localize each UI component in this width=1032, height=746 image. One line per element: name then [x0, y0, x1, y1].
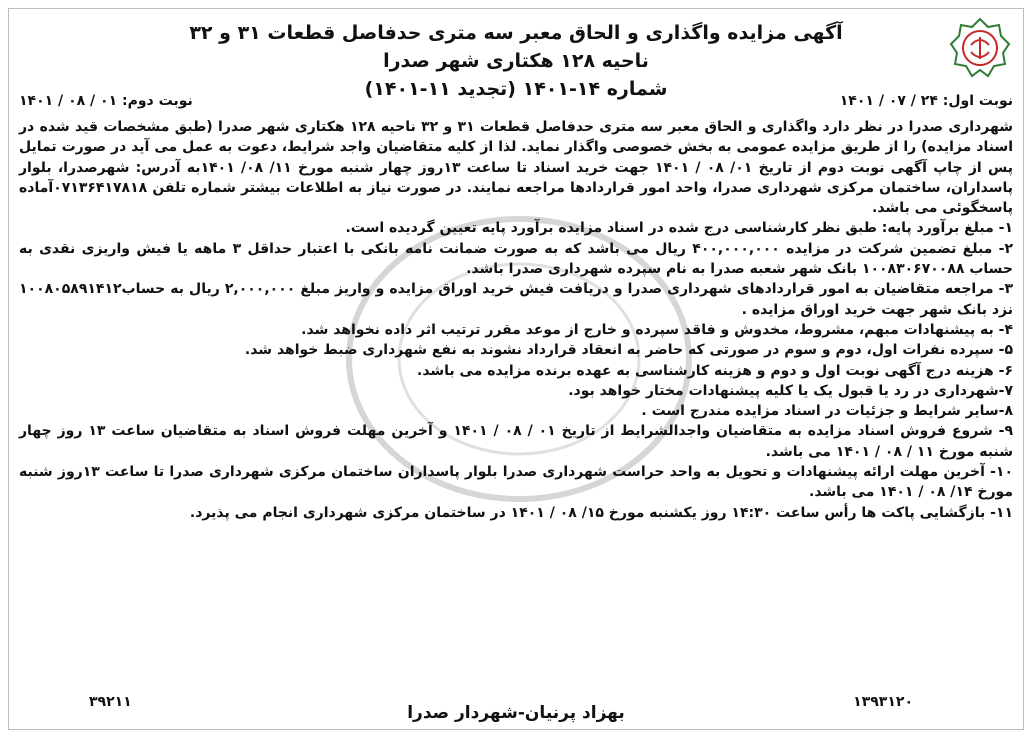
- title-line-2: شماره ۱۴-۱۴۰۱ (تجدید ۱۱-۱۴۰۱): [364, 78, 668, 100]
- list-item: ۴- به پیشنهادات مبهم، مشروط، مخدوش و فاقد سپرده و خارج از موعد مقرر ترتیب اثر داده نخواهد شد.: [301, 321, 1013, 338]
- signature: بهزاد پرنیان-شهردار صدرا: [407, 703, 625, 723]
- list-item: ۸-سایر شرایط و جزئیات در اسناد مزایده مندرج است .: [641, 403, 1013, 420]
- auction-notice: [8, 8, 1024, 730]
- intro-paragraph: شهرداری صدرا در نظر دارد واگذاری و الحاق معبر سه متری حدفاصل قطعات ۳۱ و ۳۲ ناحیه ۱۲۸ هکتاری شهر صدرا (طبق مشخصات قید شده در اسناد مزایده) را از طریق مزایده عمومی به بخش خصوصی واگذار نماید. لذا از کلیه متقاضیان واجد شرایط، دعوت به عمل می آید در صورت تمایل پس از چاپ آگهی نوبت دوم از تاریخ ۰۱/ ۰۸ / ۱۴۰۱ جهت خرید اسناد تا ساعت ۱۳روز چهار شنبه مورخ ۱۱/ ۰۸/ ۱۴۰۱به آدرس: شهرصدرا، بلوار پاسداران، ساختمان مرکزی شهرداری صدرا، واحد امور قراردادها مراجعه نمایند. در صورت نیاز به اطلاعات بیشتر شماره تلفن ۰۷۱۳۶۴۱۷۸۱۸آماده پاسخگوئی می باشد.: [19, 119, 1014, 217]
- header: [19, 15, 1013, 100]
- title-line-1: آگهی مزایده واگذاری و الحاق معبر سه متری حدفاصل قطعات ۳۱ و ۳۲ ناحیه ۱۲۸ هکتاری شهر صدرا: [189, 22, 843, 72]
- list-item: ۱- مبلغ برآورد پایه: طبق نظر کارشناسی درج شده در اسناد مزایده برآورد پایه تعیین گردیده است.: [345, 220, 1013, 237]
- list-item: ۵- سپرده نفرات اول، دوم و سوم در صورتی که حاضر به انعقاد قرارداد نشوند به نفع شهرداری ضبط خواهد شد.: [244, 342, 1013, 359]
- notice-dates: [19, 93, 1013, 115]
- list-item: ۶- هزینه درج آگهی نوبت اول و دوم و هزینه کارشناسی به عهده برنده مزایده می باشد.: [417, 362, 1013, 379]
- list-item: ۱۰- آخرین مهلت ارائه پیشنهادات و تحویل به واحد حراست شهرداری صدرا بلوار پاسداران ساختمان مرکزی شهرداری صدرا تا ساعت ۱۳روز شنبه مورخ ۱۴/ ۰۸ / ۱۴۰۱ می باشد.: [19, 464, 1013, 501]
- list-item: ۲- مبلغ تضمین شرکت در مزایده ۴۰۰,۰۰۰,۰۰۰ ریال می باشد که به صورت ضمانت نامه بانکی با اعتبار حداقل ۳ ماهه یا فیش واریزی نقدی به حساب ۱۰۰۸۳۰۶۷۰۰۸۸ بانک شهر شعبه صدرا به نام سپرده شهرداری صدرا باشد.: [19, 240, 1013, 278]
- notice-body: [19, 117, 1013, 523]
- first-notice-date: نوبت اول: ۲۴ / ۰۷ / ۱۴۰۱: [839, 93, 1013, 109]
- list-item: ۳- مراجعه متقاضیان به امور قراردادهای شهرداری صدرا و دریافت فیش خرید اوراق مزایده و واریز مبلغ ۲,۰۰۰,۰۰۰ ریال به حساب۱۰۰۸۰۵۸۹۱۴۱۲ نزد بانک شهر جهت خرید اوراق مزایده .: [19, 281, 1013, 318]
- page-title: [169, 19, 863, 103]
- second-notice-date: نوبت دوم: ۰۱ / ۰۸ / ۱۴۰۱: [19, 93, 193, 109]
- municipality-logo-icon: [949, 17, 1011, 79]
- list-item: ۱۱- بازگشایی پاکت ها رأس ساعت ۱۴:۳۰ روز یکشنبه مورخ ۱۵/ ۰۸ / ۱۴۰۱ در ساختمان مرکزی شهرداری انجام می پذیرد.: [189, 504, 1013, 521]
- reference-code-right: ۱۳۹۳۱۲۰: [853, 694, 913, 710]
- list-item: ۹- شروع فروش اسناد مزایده به متقاضیان واجدالشرایط از تاریخ ۰۱ / ۰۸ / ۱۴۰۱ و آخرین مهلت فروش اسناد به متقاضیان ساعت ۱۳ روز چهار شنبه مورخ ۱۱ / ۰۸ / ۱۴۰۱ می باشد.: [19, 423, 1013, 460]
- list-item: ۷-شهرداری در رد یا قبول یک یا کلیه پیشنهادات مختار خواهد بود.: [568, 382, 1013, 399]
- reference-code-left: ۳۹۲۱۱: [89, 694, 132, 710]
